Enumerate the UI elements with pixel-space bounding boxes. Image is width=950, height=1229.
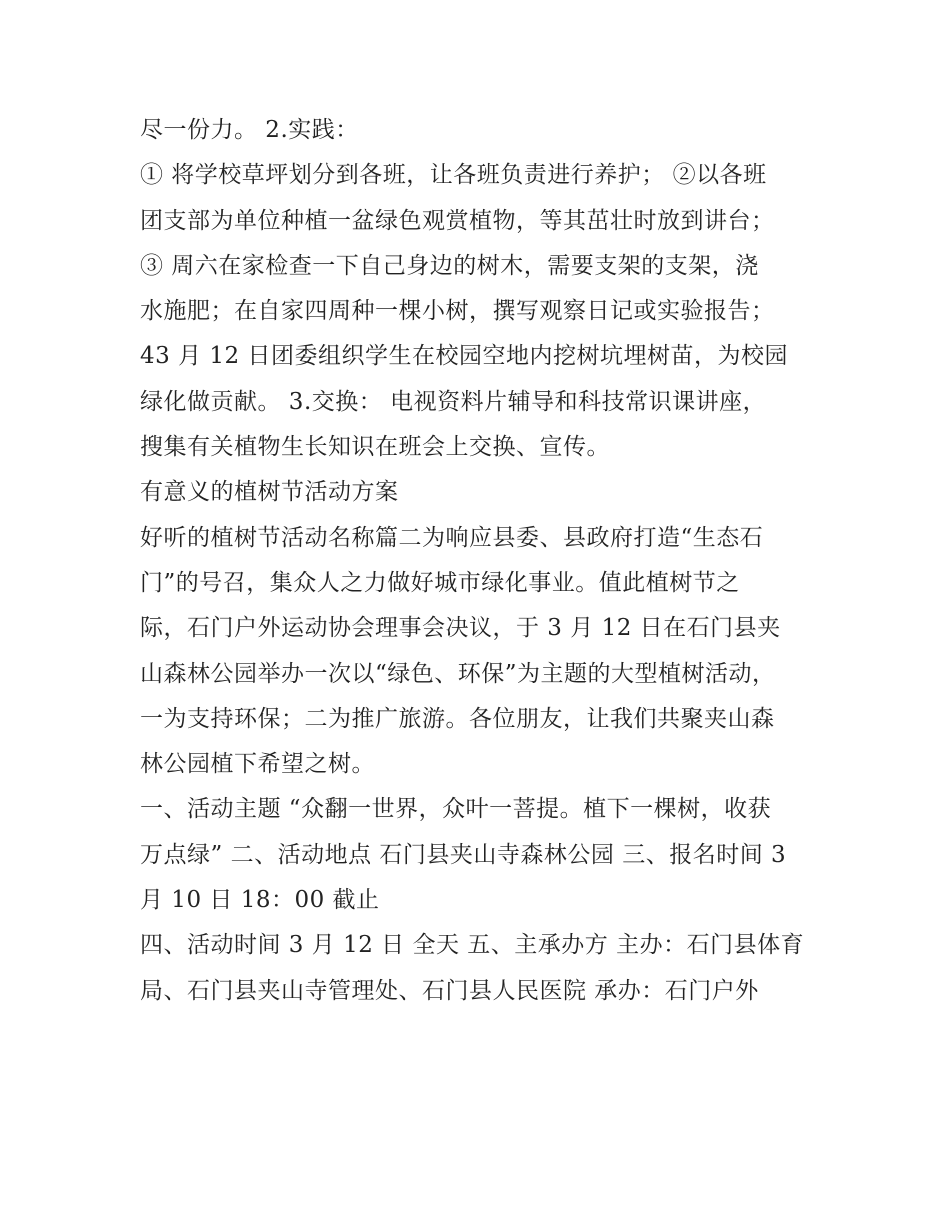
text-line: 43 月 12 日团委组织学生在校园空地内挖树坑埋树苗，为校园 [140, 343, 788, 370]
text-line: 好听的植树节活动名称篇二为响应县委、县政府打造“生态石 [140, 524, 764, 551]
text-line: ① 将学校草坪划分到各班，让各班负责进行养护； ②以各班 [140, 162, 767, 189]
text-line: 四、活动时间 3 月 12 日 全天 五、主承办方 主办：石门县体育 [140, 932, 805, 959]
text-line: 山森林公园举办一次以“绿色、环保”为主题的大型植树活动， [140, 660, 776, 687]
text-line: 搜集有关植物生长知识在班会上交换、宣传。 [140, 434, 610, 461]
section-heading: 有意义的植树节活动方案 [140, 479, 399, 506]
text-line: 林公园植下希望之树。 [140, 751, 375, 778]
document-body [140, 108, 820, 1014]
text-line: 月 10 日 18：00 截止 [140, 887, 380, 914]
text-line: 绿化做贡献。 3.交换： 电视资料片辅导和科技常识课讲座， [140, 388, 767, 415]
text-line: 局、石门县夹山寺管理处、石门县人民医院 承办：石门户外 [140, 977, 759, 1004]
text-line: 万点绿” 二、活动地点 石门县夹山寺森林公园 三、报名时间 3 [140, 841, 787, 868]
text-line: 水施肥；在自家四周种一棵小树，撰写观察日记或实验报告； [140, 298, 775, 325]
text-line: ③ 周六在家检查一下自己身边的树木，需要支架的支架，浇 [140, 252, 759, 279]
text-line: 一、活动主题 “众翻一世界，众叶一菩提。植下一棵树，收获 [140, 796, 772, 823]
text-line: 门”的号召，集众人之力做好城市绿化事业。值此植树节之 [140, 569, 740, 596]
text-line: 团支部为单位种植一盆绿色观赏植物，等其茁壮时放到讲台； [140, 207, 775, 234]
text-line: 际，石门户外运动协会理事会决议，于 3 月 12 日在石门县夹 [140, 615, 781, 642]
text-line: 尽一份力。 2.实践： [140, 117, 359, 143]
text-line: 一为支持环保；二为推广旅游。各位朋友，让我们共聚夹山森 [140, 705, 775, 732]
